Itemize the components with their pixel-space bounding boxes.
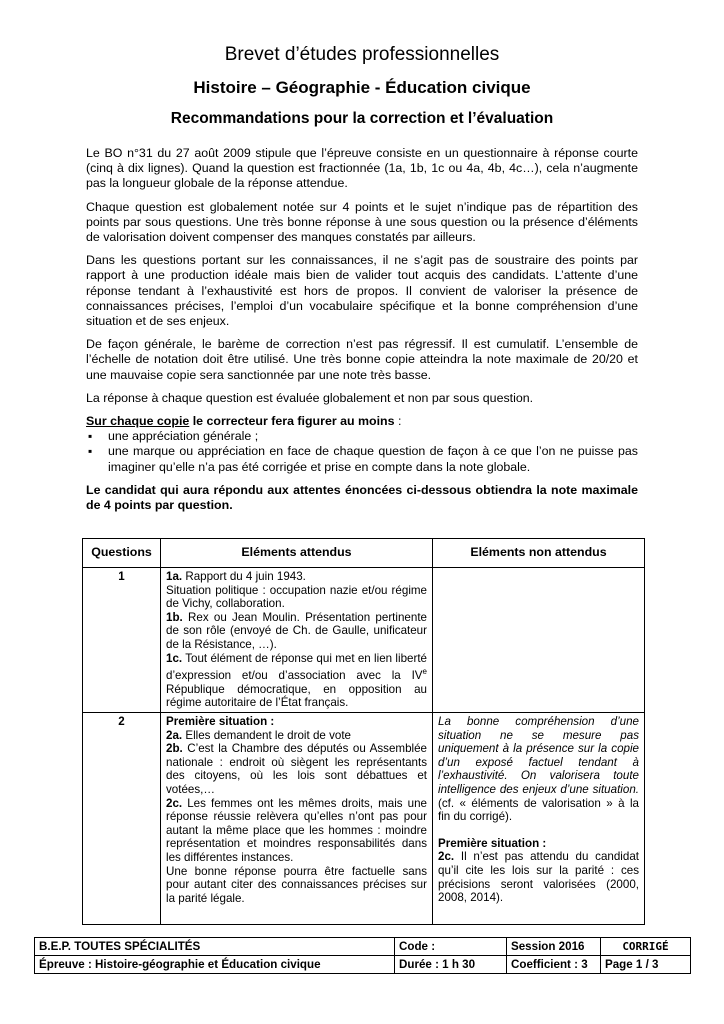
question-number: 2 [83,713,161,925]
footer-epreuve: Épreuve : Histoire-géographie et Éducation civique [35,956,395,974]
lead-tail: : [394,414,402,429]
subquestion-label: 1c. [166,651,183,665]
footer-duree: Durée : 1 h 30 [395,956,507,974]
subquestion-text: C’est la Chambre des députés ou Assemblée nationale : endroit où siègent les représentants des citoyens, où les lois sont débattues et votées,… [166,742,427,796]
table-row [83,568,645,713]
section-heading: Recommandations pour la correction et l’évaluation [170,110,554,127]
subquestion-text: Elles demandent le droit de vote [182,728,351,742]
superscript: e [422,667,427,677]
subquestion-text: Situation politique : occupation nazie et/ou régime de Vichy, collaboration. [166,583,427,611]
footer-exam: B.E.P. TOUTES SPÉCIALITÉS [35,938,395,956]
footer-page: Page 1 / 3 [601,956,691,974]
subquestion-label: 2b. [166,742,183,756]
subquestion-text: Il n’est pas attendu du candidat qu’il cite les lois sur la parité : ces précisions seront valorisées (2000, 2008, 2014). [438,850,639,905]
subquestion-label: 2c. [166,796,183,810]
non-expected-elements-q1 [433,568,645,713]
subquestion-label: 2a. [166,728,183,742]
copy-instructions-lead [86,414,638,429]
paragraph-bareme: De façon générale, le barème de correction n’est pas régressif. Il est cumulatif. L’ensemble de l’échelle de notation doit être utilisé. Une très bonne copie atteindra la note maximale de 20/20 et une mauvaise copie sera sanctionnée par une note très basse. [86,337,638,382]
header-elements-attendus: Eléments attendus [161,539,433,568]
footer-code: Code : [395,938,507,956]
expected-elements-q2 [161,713,433,925]
lead-underlined: Sur chaque copie [86,414,190,429]
paragraph-bo: Le BO n°31 du 27 août 2009 stipule que l’épreuve consiste en un questionnaire à réponse courte (cinq à dix lignes). Quand la question est fractionnée (1a, 1b, 1c ou 4a, 4b, 4c…), cela n’augmente pas la longueur globale de la réponse attendue. [86,146,638,191]
expected-elements-q1 [161,568,433,713]
subquestion-text: Une bonne réponse pourra être factuelle sans pour autant citer des connaissances précises sur la parité légale. [166,864,427,905]
situation-heading: Première situation : [438,836,547,850]
subquestion-text: République démocratique, en opposition au régime autoritaire de l’État français. [166,682,427,710]
correction-table [82,538,645,925]
footer-session: Session 2016 [507,938,601,956]
subquestion-label: 1a. [166,570,183,583]
situation-heading: Première situation : [166,715,275,728]
subquestion-text: Rapport du 4 juin 1943. [182,570,306,583]
subquestion-label: 1b. [166,610,183,624]
footer-corrige: CORRIGÉ [601,938,691,956]
paragraph-evaluation: La réponse à chaque question est évaluée globalement et non par sous question. [86,390,534,405]
document-subtitle: Histoire – Géographie - Éducation civique [193,78,531,97]
table-row [83,713,645,925]
list-item: ▪ une marque ou appréciation en face de chaque question de façon à ce que l’on ne puisse pas imaginer qu’elle n’a pas été corrigée et prise en compte dans la note globale. [86,444,638,474]
list-item: ▪ une appréciation générale ; [86,429,638,444]
footer-coefficient: Coefficient : 3 [507,956,601,974]
subquestion-text: Les femmes ont les mêmes droits, mais une réponse réussie relèvera qu’elles n’ont pas pour autant la même place que les hommes : moindre représentation et moindres responsabilités dans les différentes instances. [166,796,427,864]
non-expected-elements-q2 [433,713,645,925]
subquestion-text: Tout élément de réponse qui met en lien liberté d’expression et/ou d’association avec la IV [166,651,427,683]
document-title: Brevet d’études professionnelles [224,44,500,65]
footer-table [34,937,691,974]
header-elements-non-attendus: Eléments non attendus [433,539,645,568]
copy-instructions-list [86,429,638,475]
non-expected-note: La bonne compréhension d’une situation ne se mesure pas uniquement à la présence sur la copie d’un exposé factuel tendant à l’exhaustivité. On valorisera toute intelligence des enjeux d’une situation. [438,715,639,796]
table-header-row [83,539,645,568]
header-questions: Questions [83,539,161,568]
subquestion-label: 2c. [438,850,455,864]
paragraph-note-maximale: Le candidat qui aura répondu aux attentes énoncées ci-dessous obtiendra la note maximale de 4 points par question. [86,482,638,513]
lead-bold: le correcteur fera figurer au moins [189,414,395,429]
paragraph-notation: Chaque question est globalement notée sur 4 points et le sujet n’indique pas de répartition des points par sous questions. Une très bonne réponse à une sous question ou la présence d’éléments de valorisation doivent compenser des manques constatés par ailleurs. [86,199,638,245]
document-page [86,36,638,525]
paragraph-connaissances: Dans les questions portant sur les connaissances, il ne s’agit pas de soustraire des points par rapport à une production idéale mais bien de valider tout acquis des candidats. L’attente d’une réponse tendant à l’exhaustivité est hors de propos. Il convient de valoriser la présence de connaissances précises, l’emploi d’un vocabulaire spécifique et la bonne compréhension d’une situation et de ses enjeux. [86,253,638,329]
footer-row [35,956,691,974]
footer-row [35,938,691,956]
non-expected-reference: (cf. « éléments de valorisation » à la fin du corrigé). [438,796,639,824]
subquestion-text: Rex ou Jean Moulin. Présentation pertinente de son rôle (envoyé de Ch. de Gaulle, unificateur de la Résistance, …). [166,610,427,651]
question-number: 1 [83,568,161,713]
